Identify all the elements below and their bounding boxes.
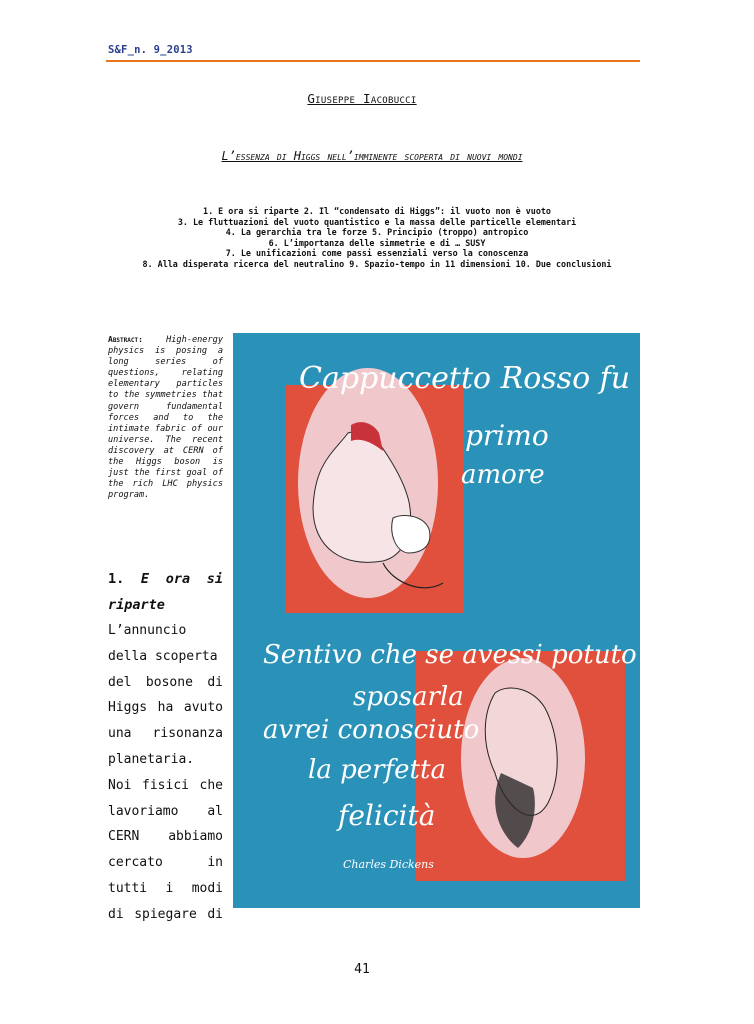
body-line: lavoriamo al (108, 803, 223, 819)
table-of-contents (0, 206, 754, 270)
body-line: Noi fisici che (108, 777, 223, 793)
body-line: di spiegare di (108, 906, 223, 922)
page-number: 41 (354, 962, 370, 977)
body-line: della scoperta (108, 648, 218, 664)
body-line: del bosone di (108, 674, 223, 690)
artwork-signature: Charles Dickens (343, 858, 434, 871)
artwork-text: la perfetta (308, 755, 446, 785)
body-line: CERN abbiamo (108, 829, 223, 845)
toc-line: 6. L’importanza delle simmetrie e di … SUSY (268, 237, 486, 248)
abstract-text: High-energy physics is posing a long series of questions, relating elementary particles to the symmetries that govern fundamental forces and to the intimate fabric of our universe. The recent discovery at CERN of the Higgs boson is just the first goal of the rich LHC physics program. (108, 335, 223, 501)
header-divider (106, 60, 640, 62)
artwork-text: primo (465, 419, 549, 452)
body-line: L’annuncio (108, 623, 187, 638)
section-heading (108, 566, 223, 618)
body-line: Higgs ha avuto (108, 700, 223, 716)
artwork-text: amore (461, 460, 545, 490)
abstract-label: Abstract: (108, 335, 143, 344)
toc-line: 3. Le fluttuazioni del vuoto quantistico e la massa delle particelle elementari (177, 216, 577, 227)
artwork-text: avrei conosciuto (263, 715, 480, 745)
toc-line: 4. La gerarchia tra le forze 5. Principio (troppo) antropico (225, 227, 529, 238)
toc-line: 8. Alla disperata ricerca del neutralino 9. Spazio-tempo in 11 dimensioni 10. Due conclusioni (142, 258, 612, 269)
artwork-text: sposarla (353, 682, 464, 712)
article-title: L’essenza di Higgs nell’imminente scoperta di nuovi mondi (221, 149, 523, 163)
toc-line: 1. E ora si riparte 2. Il “condensato di Higgs”: il vuoto non è vuoto (203, 206, 551, 216)
body-paragraph (108, 618, 223, 928)
journal-header: S&F_n. 9_2013 (108, 44, 193, 56)
body-line: una risonanza (108, 726, 223, 742)
artwork-text: felicità (338, 799, 436, 832)
body-line: planetaria. (108, 751, 195, 767)
author-name: Giuseppe Iacobucci (307, 91, 417, 106)
artwork-text: Cappuccetto Rosso fu il mio (299, 361, 725, 396)
abstract (108, 334, 223, 501)
section-number: 1. (108, 571, 125, 587)
body-line: tutti i modi (108, 880, 223, 896)
artwork-text: Sentivo che se avessi potuto (263, 640, 637, 670)
illustration (233, 333, 725, 908)
section-title: E ora si riparte (108, 571, 223, 613)
toc-line: 7. Le unificazioni come passi essenziali verso la conoscenza (225, 248, 529, 259)
body-line: cercato in (108, 855, 223, 871)
